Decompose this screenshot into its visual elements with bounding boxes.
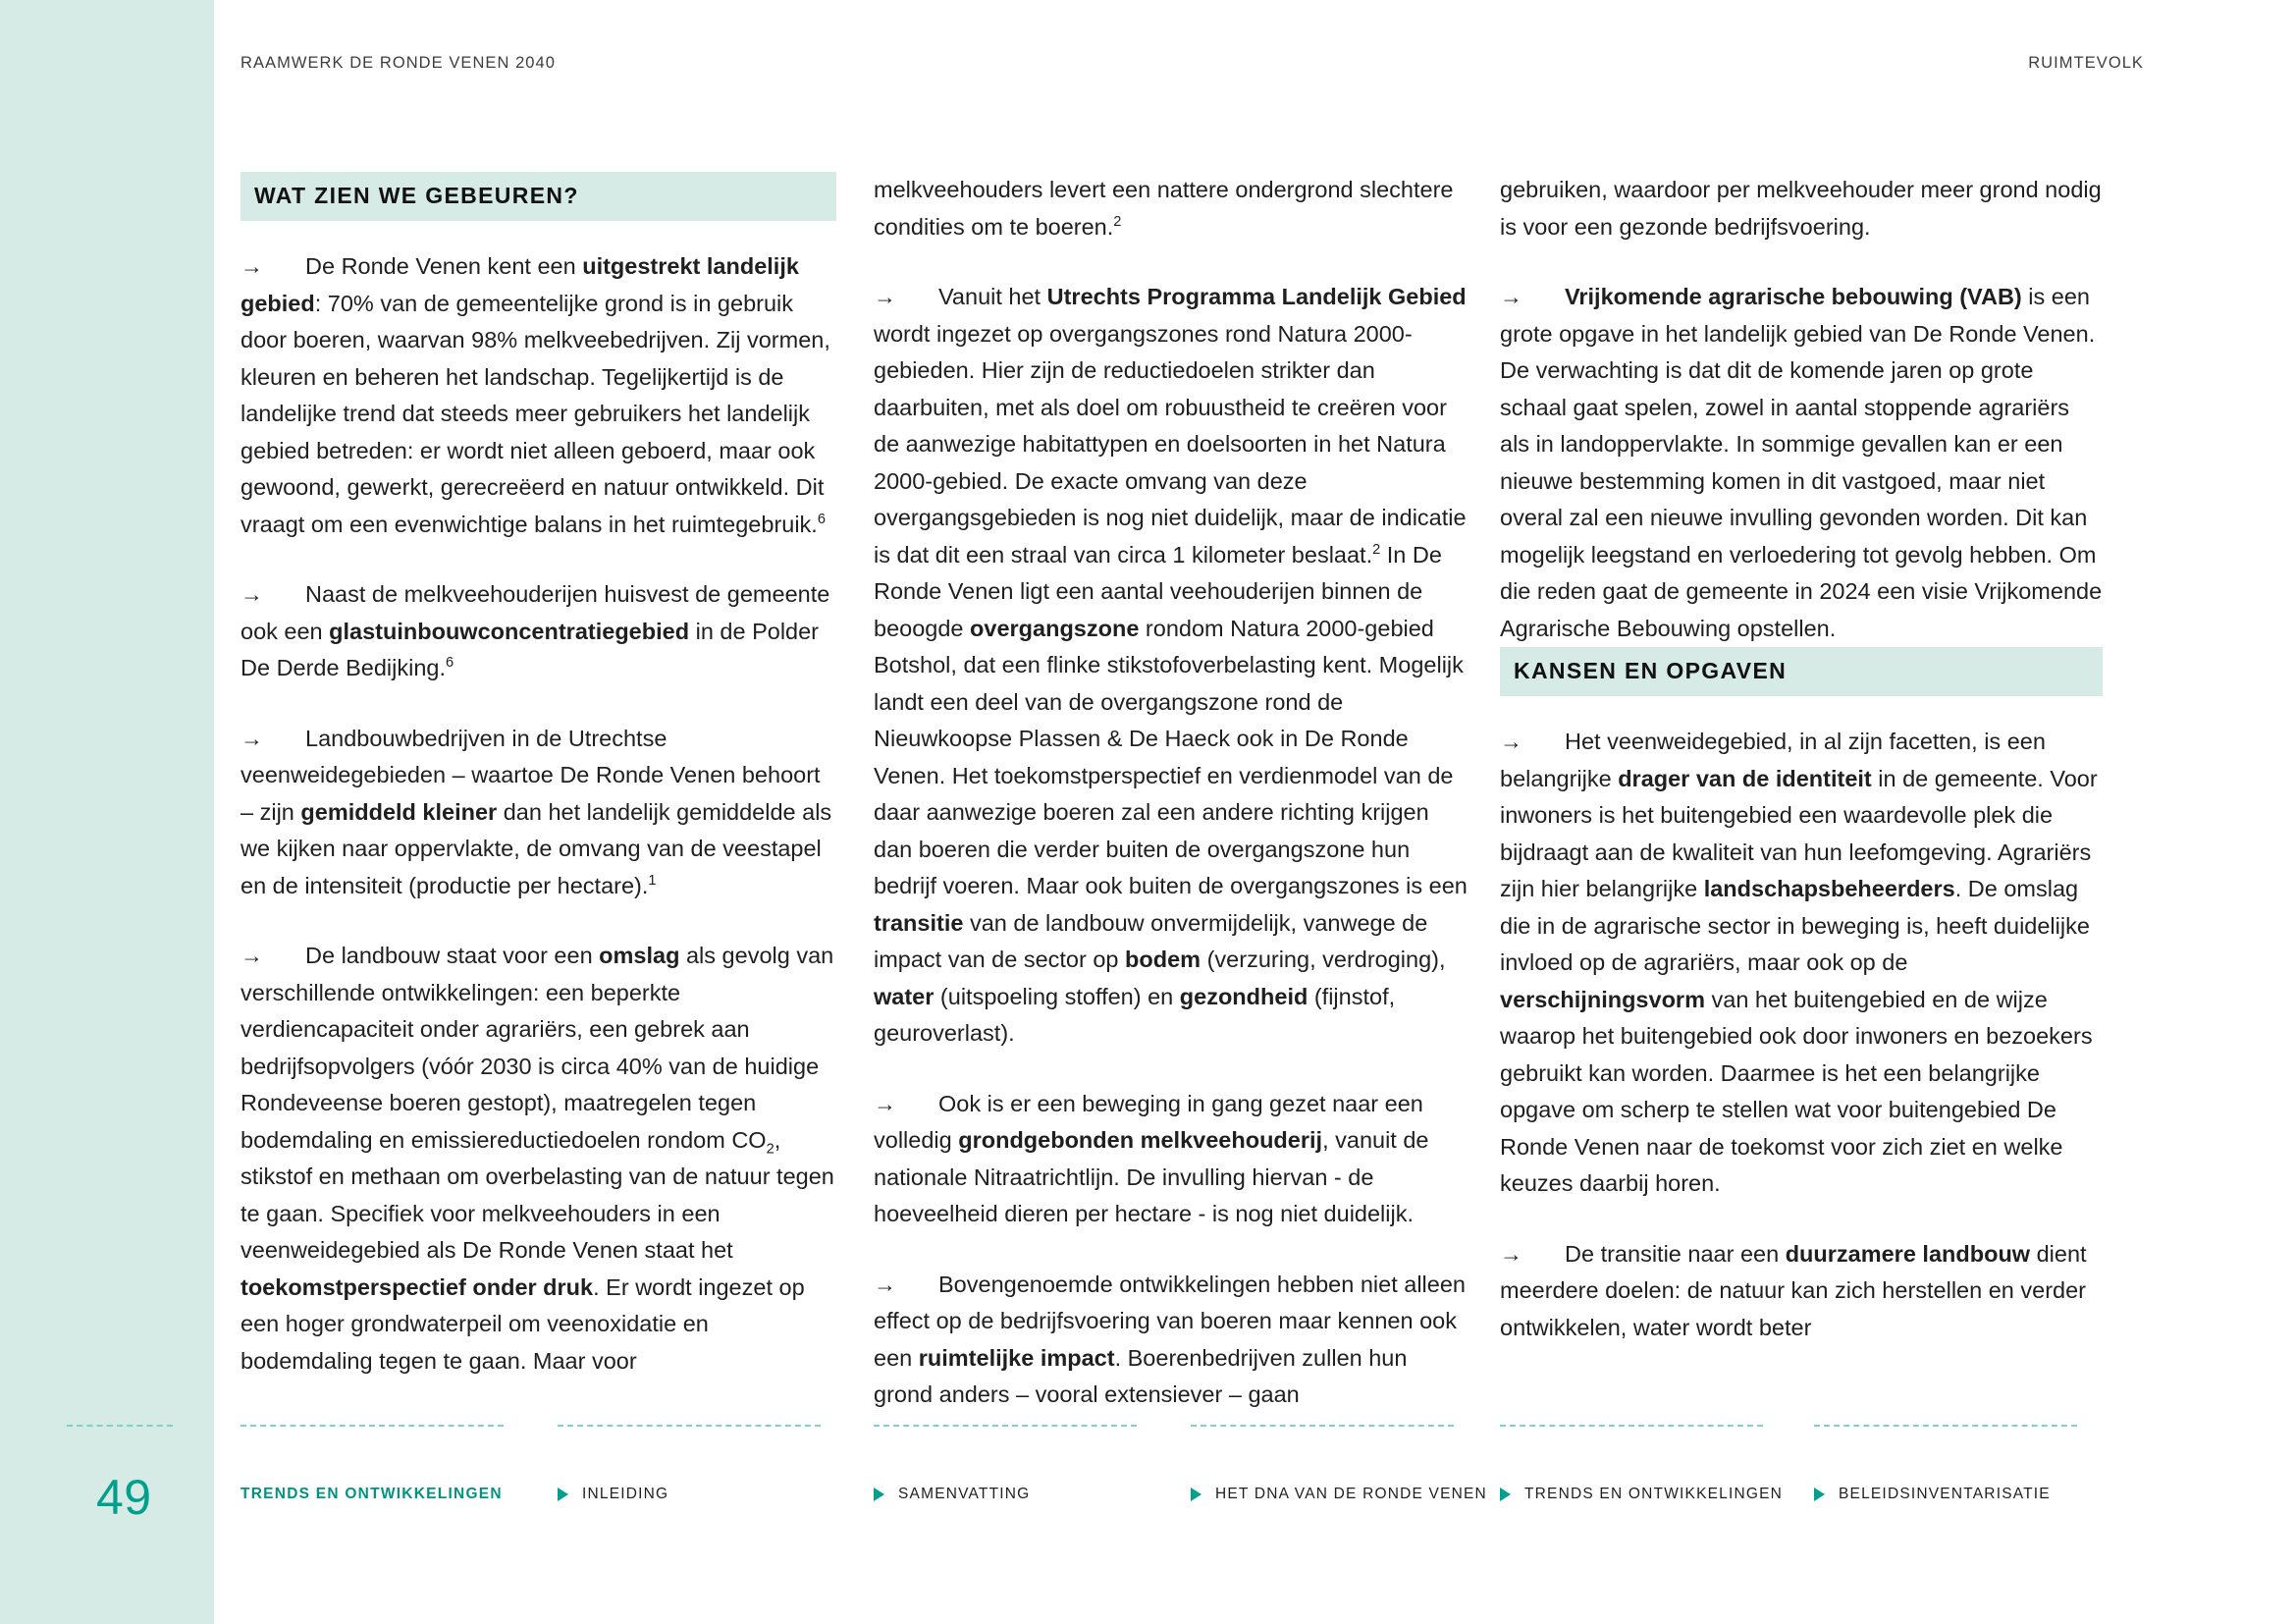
section-heading-kansen-en-opgaven: KANSEN EN OPGAVEN xyxy=(1500,647,2103,696)
arrow-bullet-icon: → xyxy=(240,943,263,969)
left-color-band xyxy=(0,0,214,1624)
play-triangle-icon xyxy=(1500,1488,1511,1501)
body-paragraph xyxy=(240,721,836,905)
arrow-bullet-icon: → xyxy=(1500,729,1522,755)
footer-nav-item[interactable] xyxy=(240,1486,503,1503)
paragraph-text: Ook is er een beweging in gang gezet naar een volledig grondgebonden melkveehouderij, vanuit de nationale Nitraatrichtlijn. De invulling hiervan - de hoeveelheid dieren per hectare - is nog niet duidelijk. xyxy=(874,1090,1429,1226)
body-paragraph xyxy=(1500,279,2103,647)
body-paragraph xyxy=(874,279,1469,1053)
body-paragraph xyxy=(240,248,836,543)
arrow-bullet-icon: → xyxy=(874,1090,896,1116)
arrow-bullet-icon: → xyxy=(1500,1240,1522,1267)
paragraph-text: Vanuit het Utrechts Programma Landelijk Gebied wordt ingezet op overgangszones rond Natura 2000-gebieden. Hier zijn de reductiedoelen strikter dan daarbuiten, met als doel om robuustheid te creëren voor de aanwezige habitattypen en doelsoorten in het Natura 2000-gebied. De exacte omvang van deze overgangsgebieden is nog niet duidelijk, maar de indicatie is dat dit een straal van circa 1 kilometer beslaat.$^2$ In De Ronde Venen ligt een aantal veehouderijen binnen de beoogde overgangszone rondom Natura 2000-gebied Botshol, dat een flinke stikstofoverbelasting kent. Mogelijk landt een deel van de overgangszone rond de Nieuwkoopse Plassen & De Haeck ook in De Ronde Venen. Het toekomstperspectief en verdienmodel van de daar aanwezige boeren zal een andere richting krijgen dan boeren die verder buiten de overgangszone hun bedrijf voeren. Maar ook buiten de overgangszones is een transitie van de landbouw onvermijdelijk, vanwege de impact van de sector op bodem (verzuring, verdroging), water (uitspoeling stoffen) en gezondheid (fijnstof, geuroverlast). xyxy=(874,284,1468,1046)
body-paragraph xyxy=(874,1086,1469,1233)
body-paragraph xyxy=(240,938,836,1380)
column-3-body-after xyxy=(1500,724,2103,1346)
paragraph-text: De transitie naar een duurzamere landbouw dient meerdere doelen: de natuur kan zich herstellen en verder ontwikkelen, water wordt beter xyxy=(1500,1240,2087,1340)
text-column-2 xyxy=(874,172,1469,1414)
footer-nav-label: TRENDS EN ONTWIKKELINGEN xyxy=(240,1486,503,1502)
footer-nav-item[interactable] xyxy=(1191,1486,1487,1503)
paragraph-text: De landbouw staat voor een omslag als gevolg van verschillende ontwikkelingen: een beperkte verdiencapaciteit onder agrariërs, een gebrek aan bedrijfsopvolgers (vóór 2030 is circa 40% van de huidige Rondeveense boeren gestopt), maatregelen tegen bodemdaling en emissiereductiedoelen rondom $CO_2$, stikstof en methaan om overbelasting van de natuur tegen te gaan. Specifiek voor melkveehouders in een veenweidegebied als De Ronde Venen staat het toekomstperspectief onder druk. Er wordt ingezet op een hoger grondwaterpeil om veenoxidatie en bodemdaling tegen te gaan. Maar voor xyxy=(240,943,834,1374)
arrow-bullet-icon: → xyxy=(1500,284,1522,309)
footer-nav-label: BELEIDSINVENTARISATIE xyxy=(1839,1486,2051,1502)
footer-divider xyxy=(1814,1425,2077,1427)
footer-nav-item[interactable] xyxy=(1814,1486,2051,1503)
arrow-bullet-icon: → xyxy=(240,581,263,608)
footer-nav-item[interactable] xyxy=(874,1486,1030,1503)
body-paragraph xyxy=(1500,724,2103,1203)
body-paragraph xyxy=(874,172,1469,245)
page-number: 49 xyxy=(96,1470,152,1525)
column-1-body xyxy=(240,248,836,1380)
column-3-body-before xyxy=(1500,172,2103,647)
text-column-3 xyxy=(1500,172,2103,1346)
paragraph-text: De Ronde Venen kent een uitgestrekt landelijk gebied: 70% van de gemeentelijke grond is in gebruik door boeren, waarvan 98% melkveebedrijven. Zij vormen, kleuren en beheren het landschap. Tegelijkertijd is de landelijke trend dat steeds meer gebruikers het landelijk gebied betreden: er wordt niet alleen geboerd, maar ook gewoond, gewerkt, gerecreëerd en natuur ontwikkeld. Dit vraagt om een evenwichtige balans in het ruimtegebruik.$^6$ xyxy=(240,253,830,537)
section-heading-wat-zien-we-gebeuren: WAT ZIEN WE GEBEUREN? xyxy=(240,172,836,221)
footer-divider xyxy=(1191,1425,1454,1427)
play-triangle-icon xyxy=(558,1488,568,1501)
paragraph-text: Landbouwbedrijven in de Utrechtse veenweidegebieden – waartoe De Ronde Venen behoort – zijn gemiddeld kleiner dan het landelijk gemiddelde als we kijken naar oppervlakte, de omvang van de veestapel en de intensiteit (productie per hectare).$^1$ xyxy=(240,725,832,898)
footer-divider xyxy=(874,1425,1137,1427)
body-paragraph xyxy=(240,576,836,687)
running-head-left: RAAMWERK DE RONDE VENEN 2040 xyxy=(240,54,556,72)
body-paragraph xyxy=(1500,1236,2103,1347)
column-2-body xyxy=(874,172,1469,1414)
footer-divider xyxy=(1500,1425,1763,1427)
footer-divider xyxy=(240,1425,504,1427)
arrow-bullet-icon: → xyxy=(240,253,263,280)
footer-divider xyxy=(67,1425,173,1427)
paragraph-text: Bovengenoemde ontwikkelingen hebben niet alleen effect op de bedrijfsvoering van boeren maar kennen ook een ruimtelijke impact. Boerenbedrijven zullen hun grond anders – vooral extensiever – gaan xyxy=(874,1271,1466,1407)
footer-nav-item[interactable] xyxy=(1500,1486,1783,1503)
text-column-1 xyxy=(240,172,836,1380)
footer-divider xyxy=(558,1425,821,1427)
arrow-bullet-icon: → xyxy=(874,284,896,309)
paragraph-text: Het veenweidegebied, in al zijn facetten, is een belangrijke drager van de identiteit in de gemeente. Voor inwoners is het buitengebied een waardevolle plek die bijdraagt aan de kwaliteit van hun leefomgeving. Agrariërs zijn hier belangrijke landschapsbeheerders. De omslag die in de agrarische sector in beweging is, heeft duidelijke invloed op de agrariërs, maar ook op de verschijningsvorm van het buitengebied en de wijze waarop het buitengebied ook door inwoners en bezoekers gebruikt kan worden. Daarmee is het een belangrijke opgave om scherp te stellen wat voor buitengebied De Ronde Venen naar de toekomst voor zich ziet en welke keuzes daarbij horen. xyxy=(1500,729,2098,1197)
footer-nav-label: HET DNA VAN DE RONDE VENEN xyxy=(1215,1486,1487,1502)
footer-nav-label: INLEIDING xyxy=(582,1486,669,1502)
play-triangle-icon xyxy=(1814,1488,1825,1501)
arrow-bullet-icon: → xyxy=(240,725,263,751)
body-paragraph xyxy=(1500,172,2103,245)
body-paragraph xyxy=(874,1267,1469,1414)
play-triangle-icon xyxy=(874,1488,884,1501)
play-triangle-icon xyxy=(1191,1488,1201,1501)
footer-nav-label: SAMENVATTING xyxy=(898,1486,1031,1502)
paragraph-text: Vrijkomende agrarische bebouwing (VAB) is een grote opgave in het landelijk gebied van De Ronde Venen. De verwachting is dat dit de komende jaren op grote schaal gaat spelen, zowel in aantal stoppende agrariërs als in landoppervlakte. In sommige gevallen kan er een nieuwe bestemming komen in dit vastgoed, maar niet overal zal een nieuwe invulling gevonden worden. Dit kan mogelijk leegstand en verloedering tot gevolg hebben. Om die reden gaat de gemeente in 2024 een visie Vrijkomende Agrarische Bebouwing opstellen. xyxy=(1500,284,2103,641)
footer-nav-label: TRENDS EN ONTWIKKELINGEN xyxy=(1524,1486,1784,1502)
footer-nav-item[interactable] xyxy=(558,1486,668,1503)
paragraph-text: melkveehouders levert een nattere ondergrond slechtere condities om te boeren.$^2$ xyxy=(874,177,1454,240)
arrow-bullet-icon: → xyxy=(874,1271,896,1297)
paragraph-text: gebruiken, waardoor per melkveehouder meer grond nodig is voor een gezonde bedrijfsvoering. xyxy=(1500,177,2102,240)
running-head-right: RUIMTEVOLK xyxy=(2028,54,2144,72)
paragraph-text: Naast de melkveehouderijen huisvest de gemeente ook een glastuinbouwconcentratiegebied in de Polder De Derde Bedijking.$^6$ xyxy=(240,581,830,681)
